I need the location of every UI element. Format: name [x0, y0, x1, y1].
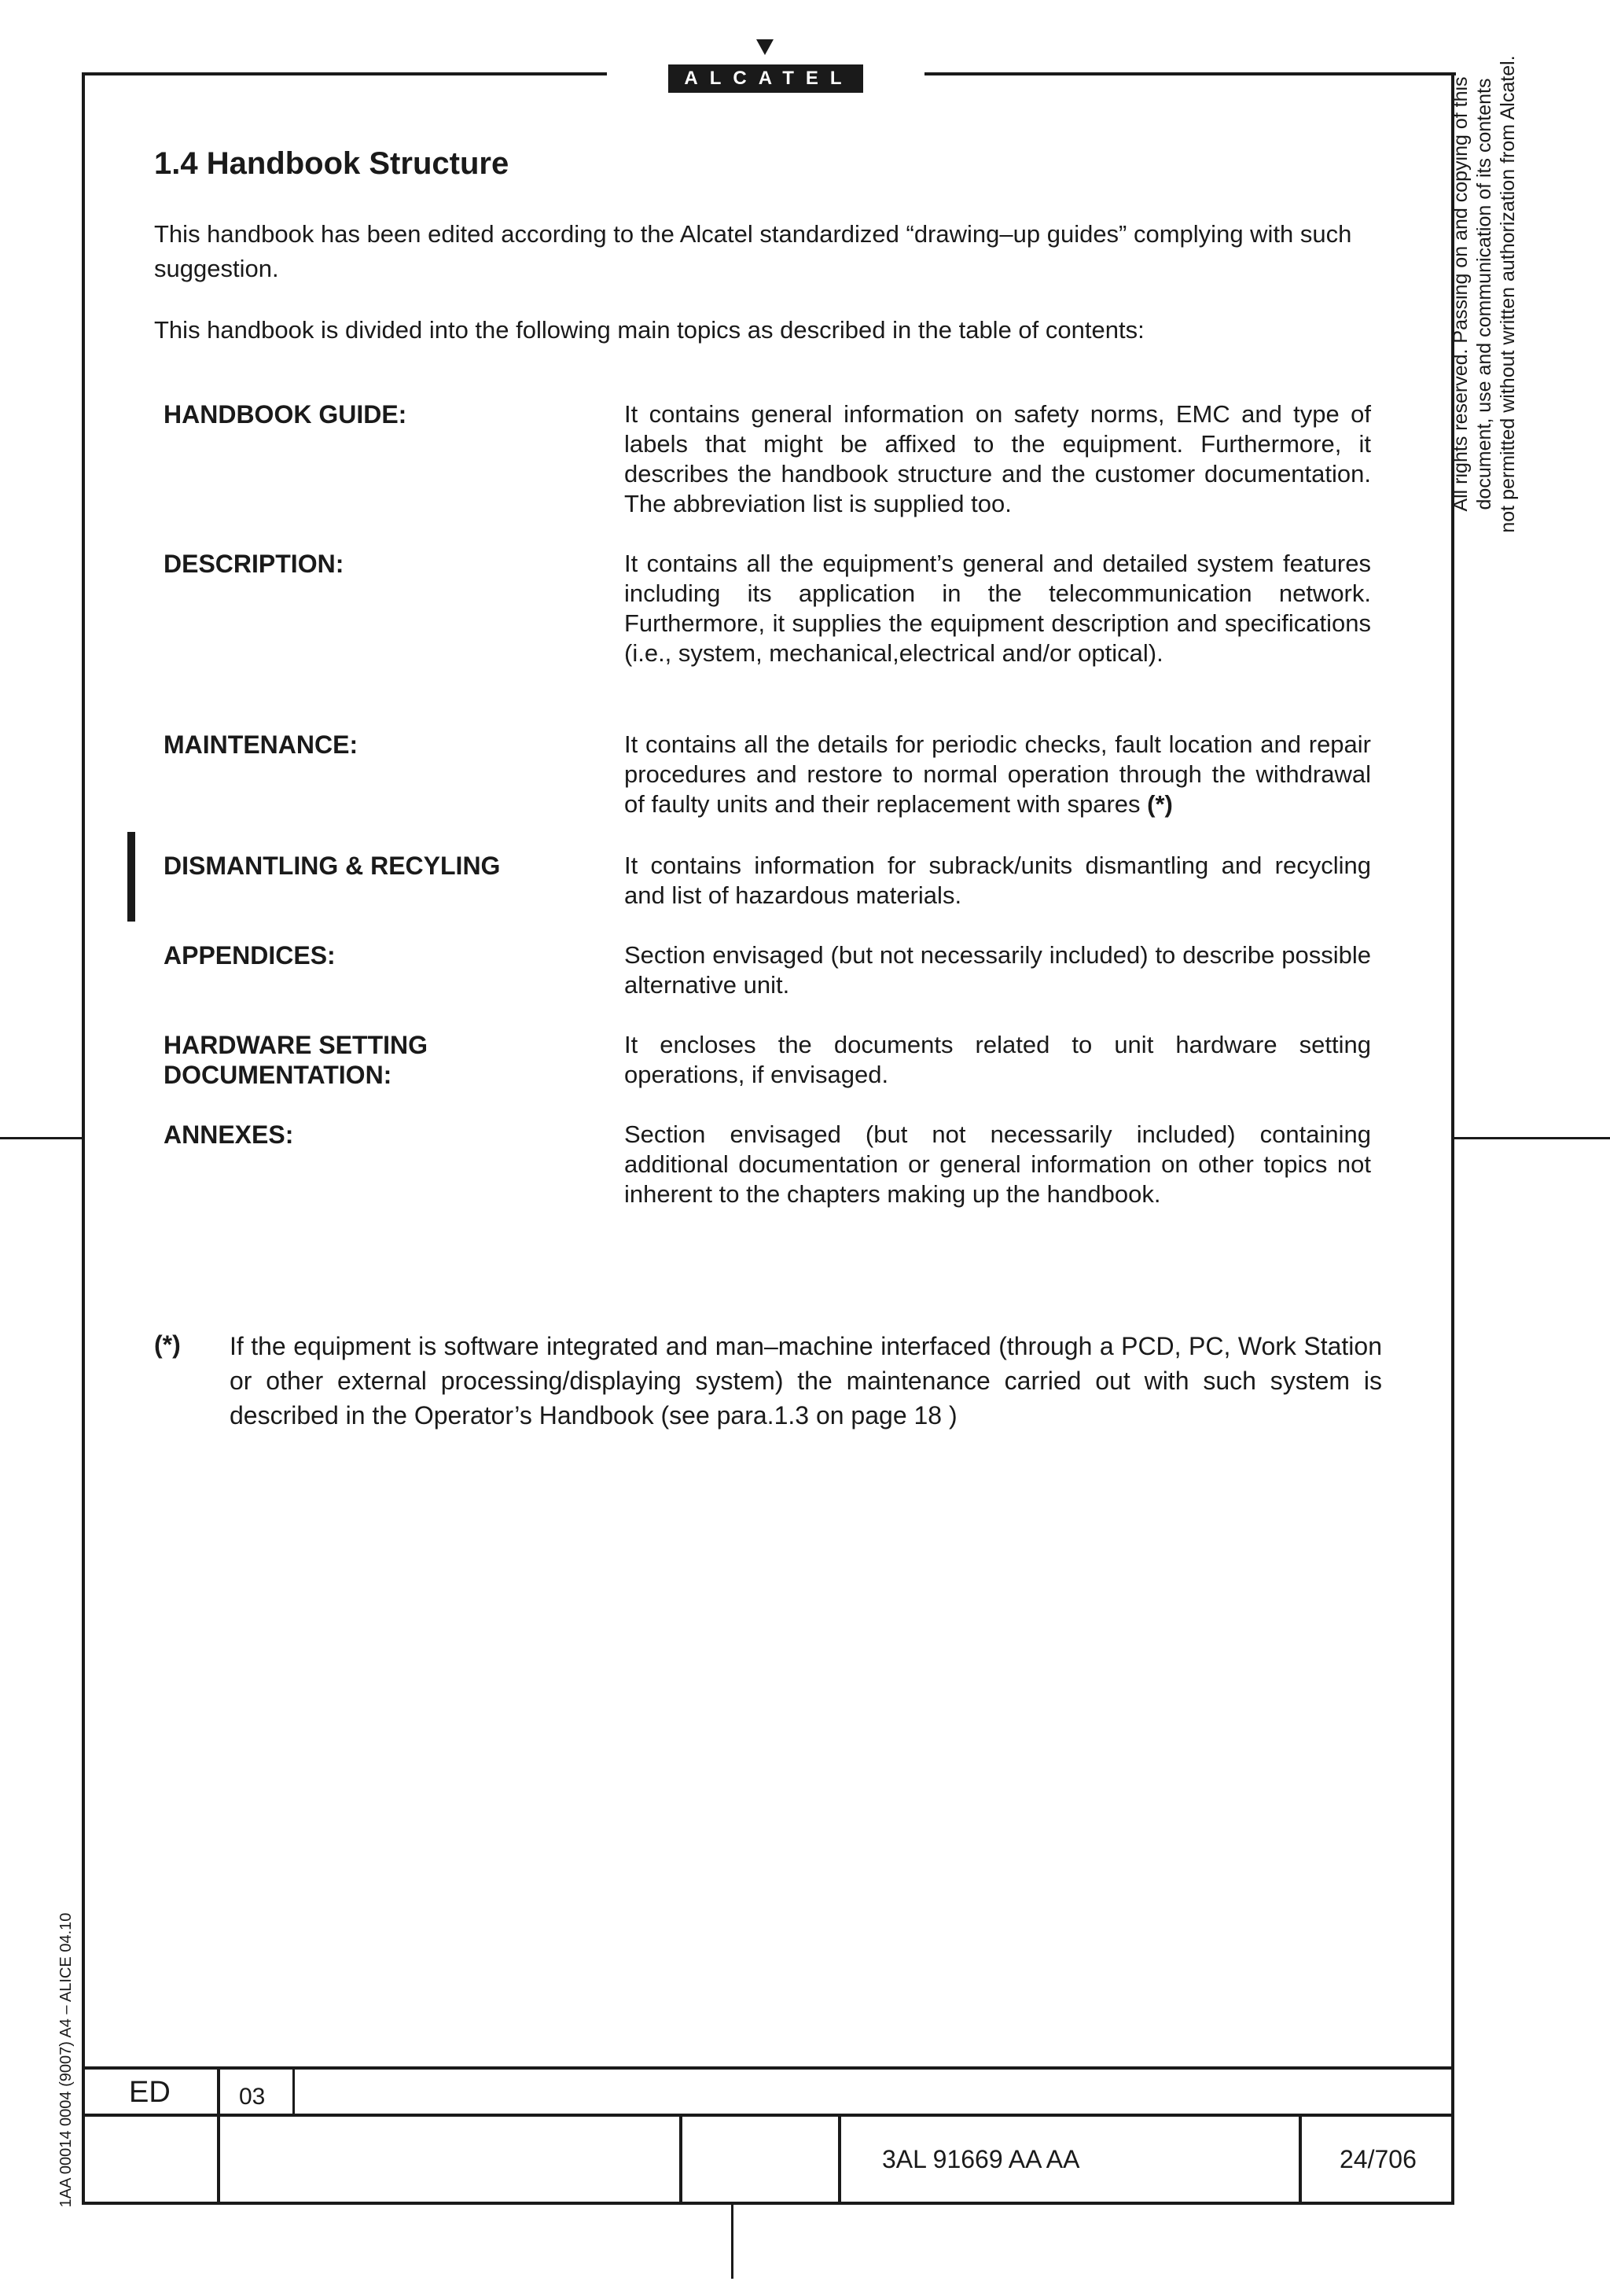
topic-desc-annexes: Section envisaged (but not necessarily included) containing additional documentation or general information on other topics not inherent to the chapters making up the handbook.	[624, 1120, 1371, 1208]
tb-line-middle	[82, 2114, 1454, 2117]
frame-top-right	[924, 72, 1456, 75]
topic-desc-maintenance-text: It contains all the details for periodic checks, fault location and repair procedures and restore to normal operation through the withdrawal of faulty units and their replacement with spares	[624, 730, 1371, 818]
tb-divider-5	[1299, 2114, 1302, 2205]
rights-notice-line1: All rights reserved. Passing on and copying of this	[1450, 76, 1472, 512]
doc-code: 3AL 91669 AA AA	[882, 2145, 1080, 2173]
tb-divider-1	[217, 2066, 220, 2205]
topic-desc-appendices: Section envisaged (but not necessarily included) to describe possible alternative unit.	[624, 941, 1371, 999]
ed-label: ED	[129, 2076, 171, 2109]
form-code-text: 1AA 00014 0004 (9007) A4 – ALICE 04.10	[57, 1912, 75, 2208]
tb-line-top	[82, 2066, 1454, 2070]
rights-notice-line3: not permitted without written authorization from Alcatel.	[1497, 55, 1519, 533]
tb-divider-2	[292, 2066, 295, 2115]
logo-wordmark: ALCATEL	[668, 64, 863, 93]
registration-mark-bottom	[731, 2205, 733, 2279]
topic-desc-description: It contains all the equipment’s general and detailed system features including its application in the telecommunication network. Furthermore, it supplies the equipment description and specifications (i.e., system, mechanical,electrical and/or optical).	[624, 550, 1371, 667]
topic-label-annexes: ANNEXES:	[164, 1120, 294, 1149]
registration-mark-left	[0, 1137, 82, 1139]
topic-desc-dismantling: It contains information for subrack/units dismantling and recycling and list of hazardous materials.	[624, 852, 1371, 909]
intro-paragraph-1: This handbook has been edited according to the Alcatel standardized “drawing–up guides” complying with such suggestion.	[154, 220, 1352, 282]
tb-line-bottom	[82, 2202, 1454, 2205]
topic-desc-hardware-setting: It encloses the documents related to unit hardware setting operations, if envisaged.	[624, 1031, 1371, 1088]
topic-label-maintenance: MAINTENANCE:	[164, 730, 358, 759]
tb-divider-3	[679, 2114, 682, 2205]
topic-label-handbook-guide: HANDBOOK GUIDE:	[164, 400, 407, 429]
topic-label-appendices: APPENDICES:	[164, 941, 336, 970]
frame-top-left	[82, 72, 607, 75]
rights-notice-line2: document, use and communication of its contents	[1473, 78, 1495, 510]
change-bar	[127, 832, 135, 922]
topic-desc-handbook-guide: It contains general information on safety norms, EMC and type of labels that might be affixed to the equipment. Furthermore, it describes the handbook structure and the customer documentation. The abbreviation list is supplied too.	[624, 400, 1371, 517]
logo-triangle-icon	[756, 39, 774, 55]
footnote-marker-inline: (*)	[1147, 790, 1173, 818]
topic-desc-maintenance	[624, 730, 1371, 819]
topic-label-dismantling: DISMANTLING & RECYLING	[164, 852, 501, 880]
section-title: 1.4 Handbook Structure	[154, 146, 509, 181]
topic-label-description: DESCRIPTION:	[164, 550, 344, 578]
topic-label-hardware-setting: HARDWARE SETTING DOCUMENTATION:	[164, 1031, 428, 1089]
registration-mark-right	[1454, 1137, 1610, 1139]
tb-divider-4	[838, 2114, 841, 2205]
page-number: 24/706	[1340, 2145, 1417, 2173]
footnote-text: If the equipment is software integrated and man–machine interfaced (through a PCD, PC, Work Station or other external processing/displaying system) the maintenance carried out with such system is described in the Operator’s Handbook (see para.1.3 on page 18 )	[230, 1332, 1382, 1429]
frame-left	[82, 72, 85, 2205]
ed-value: 03	[239, 2084, 266, 2110]
footnote-marker: (*)	[154, 1330, 181, 1359]
intro-paragraph-2: This handbook is divided into the following main topics as described in the table of contents:	[154, 316, 1145, 344]
alcatel-logo	[668, 39, 863, 94]
